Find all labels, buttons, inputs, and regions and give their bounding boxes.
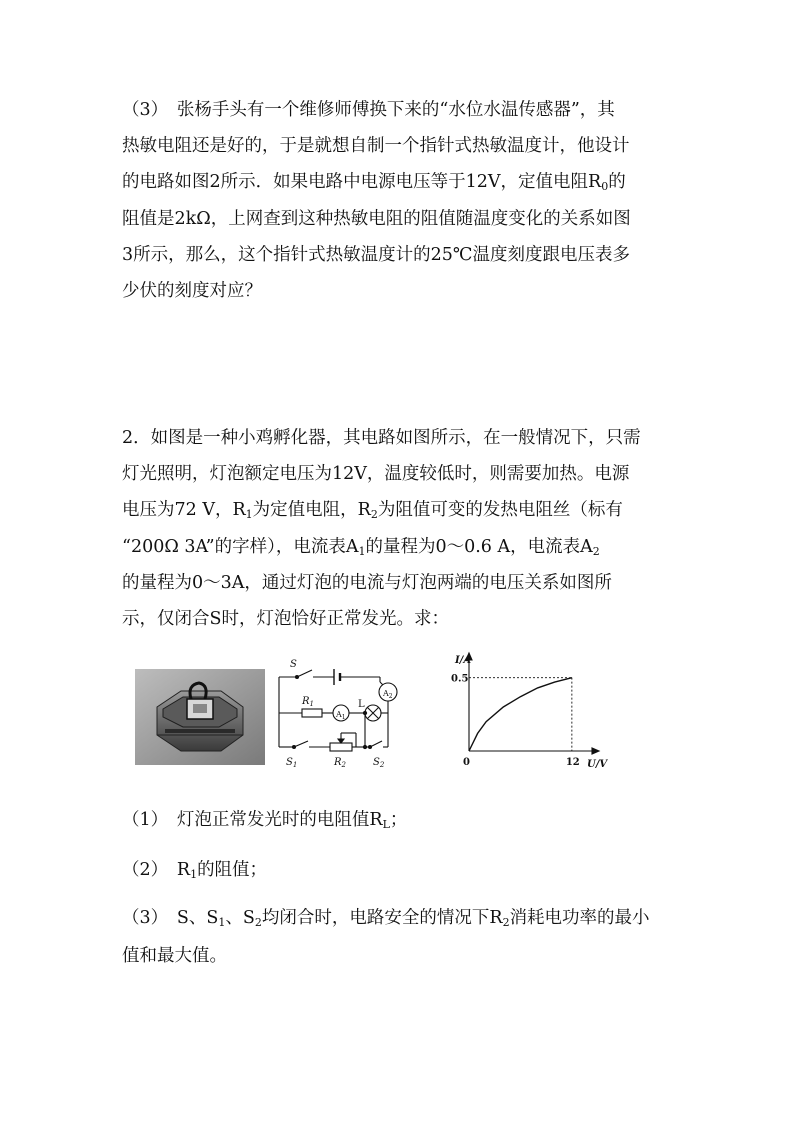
- x-tick-0: 0: [463, 757, 470, 768]
- problem2-text: [122, 420, 682, 637]
- text-line: [122, 164, 682, 200]
- text-run: 的量程为0～0.6 A，电流表A: [365, 536, 593, 557]
- text-run: 的阻值；: [197, 860, 268, 880]
- text-line: （3） 张杨手头有一个维修师傅换下来的“水位水温传感器”，其: [122, 100, 615, 120]
- text-run: （2） R: [122, 860, 191, 880]
- label-r1: $R_1$: [302, 696, 314, 708]
- subscript: 2: [502, 916, 510, 929]
- figures-row: [127, 655, 608, 775]
- subscript: 2: [370, 508, 378, 522]
- question-3: [122, 900, 650, 936]
- label-l: L: [358, 699, 365, 710]
- question-3-line2: 值和最大值。: [122, 946, 227, 966]
- text-run: ；: [389, 810, 408, 830]
- label-a1: $A_1$: [336, 710, 346, 721]
- subscript: 2: [254, 916, 262, 929]
- x-tick-12: 12: [565, 757, 580, 768]
- text-line: 少伏的刻度对应？: [122, 281, 262, 302]
- text-run: 电压为72 V，R: [122, 500, 246, 521]
- y-axis-label: I/A: [455, 655, 472, 666]
- text-line: 的量程为0～3A，通过灯泡的电流与灯泡两端的电压关系如图所: [122, 572, 612, 593]
- subscript: 1: [245, 508, 253, 522]
- question-1: [122, 802, 407, 838]
- text-run: 均闭合时，电路安全的情况下R: [261, 908, 503, 928]
- text-run: 、S: [225, 908, 255, 928]
- x-axis-label: U/V: [587, 759, 608, 770]
- text-line: [122, 492, 682, 528]
- text-line: 热敏电阻还是好的，于是就想自制一个指针式热敏温度计，他设计: [122, 136, 630, 157]
- text-run: 的电路如图2所示．如果电路中电源电压等于12V，定值电阻R: [122, 172, 602, 193]
- text-run: （3） S、S: [122, 908, 219, 928]
- subscript: L: [382, 818, 390, 831]
- label-s1: $S_1$: [286, 757, 298, 769]
- label-s2: $S_2$: [373, 757, 385, 769]
- label-s: S: [290, 659, 297, 670]
- text-run: （1） 灯泡正常发光时的电阻值R: [122, 810, 383, 830]
- x-axis-arrow: [592, 748, 599, 754]
- series-curve: [469, 678, 572, 751]
- text-line: 3所示，那么，这个指针式热敏温度计的25℃温度刻度跟电压表多: [122, 244, 630, 265]
- subscript: 1: [190, 868, 198, 881]
- subscript: 0: [601, 180, 609, 194]
- text-line: 示，仅闭合S时，灯泡恰好正常发光。求：: [122, 609, 449, 630]
- subscript: 2: [592, 544, 600, 558]
- text-run: 的: [608, 172, 626, 193]
- text-run: 为定值电阻，R: [252, 500, 371, 521]
- text-run: “200Ω 3A”的字样），电流表A: [122, 536, 359, 557]
- text-line: 灯光照明，灯泡额定电压为12V，温度较低时，则需要加热。电源: [122, 464, 630, 485]
- text-line: 2．如图是一种小鸡孵化器，其电路如图所示，在一般情况下，只需: [122, 428, 641, 448]
- label-a2: $A_2$: [383, 689, 393, 700]
- label-r2: $R_2$: [334, 757, 346, 769]
- question-2: [122, 852, 267, 888]
- prev-part3-text: [122, 92, 682, 309]
- text-line: 阻值是2kΩ，上网查到这种热敏电阻的阻值随温度变化的关系如图: [122, 208, 631, 229]
- text-run: 为阻值可变的发热电阻丝（标有: [377, 500, 623, 521]
- subscript: 1: [358, 544, 366, 558]
- text-run: 消耗电功率的最小: [509, 908, 650, 928]
- text-line: [122, 529, 682, 565]
- y-tick-0-5: 0.5: [451, 673, 469, 685]
- incubator-photo: [135, 669, 265, 765]
- iu-graph: [449, 655, 608, 775]
- subscript: 1: [218, 916, 226, 929]
